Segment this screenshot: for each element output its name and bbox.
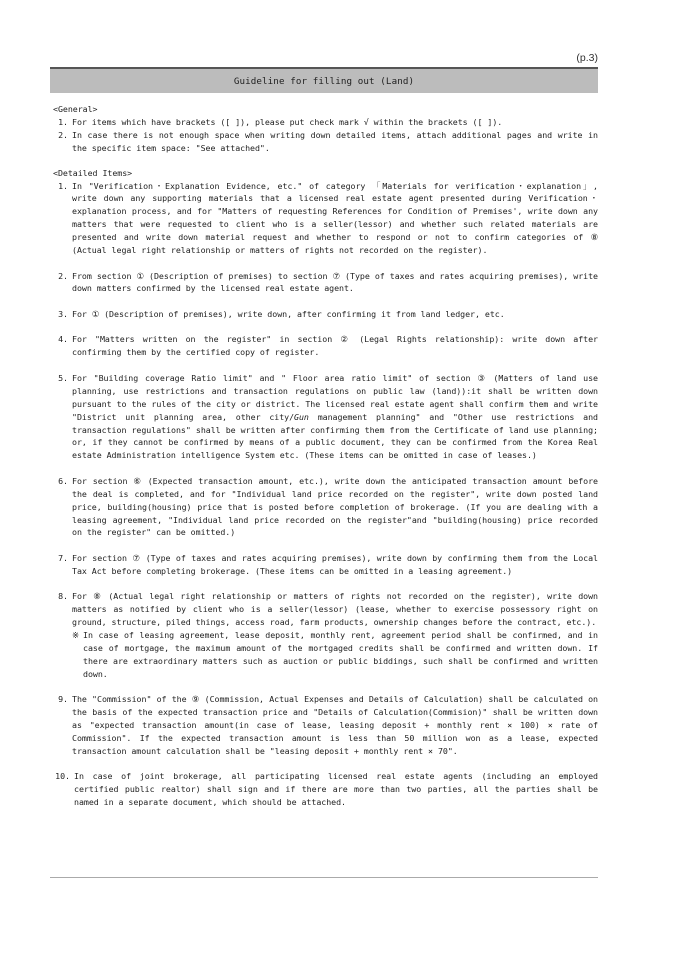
item-text: For section ⑦ (Type of taxes and rates acquiring premises), write down by confirming them from the Local Tax Act before completing brokerage. (These items can be omitted in a leasing agreement.) [72,552,598,576]
detailed-item-7 [53,552,598,578]
page-number: (p.3) [576,52,598,64]
item-text: In case of joint brokerage, all participating licensed real estate agents (including an employed certified public realtor) shall sign and if there are more than two parties, all the parties shall be named in a separate document, which should be attached. [74,771,598,808]
item-text [72,372,598,462]
item-text: For "Matters written on the register" in section ② (Legal Rights relationship): write down after confirming them by the certified copy of register. [72,334,598,358]
page-title-bar [50,67,598,93]
item-text: For section ⑥ (Expected transaction amount, etc.), write down the anticipated transaction amount before the deal is completed, and for "Individual land price recorded on the register", write down posted land price, building(housing) price that is posted before completion of brokerage. (If you are dealing with a leasing agreement, "Individual land price recorded on the register"and "building(housing) price recorded on the register" can be omitted.) [72,475,598,538]
item-text: In "Verification・Explanation Evidence, etc." of category 「Materials for verification・explanation」, write down any supporting materials that a licensed real estate agent presented during Verification・explanation process, and for "Matters of requesting References for Condition of Premises', write down any matters that were requested to client who is a seller(lessor) and whether such related materials are presented and write down material request and whether to respond or not to confirm categories of ⑧ (Actual legal right relationship or matters of rights not recorded on the register). [72,180,598,256]
page-title: Guideline for filling out (Land) [233,75,415,87]
bottom-divider [50,877,598,878]
item-text: For ① (Description of premises), write down, after confirming it from land ledger, etc. [72,308,505,319]
detailed-heading: <Detailed Items> [53,167,133,178]
detailed-item-9 [53,693,598,758]
item-number: 1. [58,116,68,127]
document-body [53,103,598,809]
item-text-part: management planning" and "Other use restrictions and transaction regulations" shall be written after confirming them from the Certificate of land use planning; or, if they cannot be confirmed by means of a public document, they can be confirmed from the Korea Real estate Administration intelligence System etc. (These items can be omitted in case of leases.) [72,411,598,461]
general-heading: <General> [53,104,98,114]
general-list [53,116,598,155]
note-text: In case of leasing agreement, lease deposit, monthly rent, agreement period shall be confirmed, and in case of mortgage, the maximum amount of the mortgaged credits shall be confirmed and written down. If there are extraordinary matters such as auction or public biddings, such shall be confirmed and written down. [83,630,598,679]
item-text: For items which have brackets ([ ]), please put check mark √ within the brackets ([ ]). [72,116,503,127]
item-number: 9. [58,694,68,705]
item-number: 2. [58,270,68,281]
item-body [72,590,598,680]
general-item [53,116,598,129]
note-mark-icon: ※ [72,630,79,641]
item-number: 1. [58,180,68,191]
item-number: 4. [58,334,68,345]
detailed-item-5 [53,372,598,462]
item-text-part: For "Building coverage Ratio limit" and " Floor area ratio limit" of section ③ (Matters of land use planning, use restrictions and transaction regulations on public law (land)):it shall be written down pursuant to the rules of the city or district. The licensed real estate agent shall confirm them and write "District unit planning area, other city/ [72,372,598,422]
detailed-item-8 [53,590,598,680]
item-text: In case there is not enough space when writing down detailed items, attach additional pages and write in the specific item space: "See attached". [72,129,598,153]
item-text: The "Commission" of the ⑨ (Commission, Actual Expenses and Details of Calculation) shall be calculated on the basis of the expected transaction price and "Details of Calculation(Commision)" shall be written down as "expected transaction amount(in case of lease, leasing deposit + monthly rent × 100) × rate of Commission". If the expected transaction amount is less than 50 million won as a lease, expected transaction amount calculation shall be "leasing deposit + monthly rent × 70". [72,694,598,756]
detailed-item-10 [53,770,598,809]
detailed-item-4 [53,333,598,359]
general-item [53,129,598,155]
item-text-italic: Gun [294,411,309,422]
detailed-item-6 [53,475,598,540]
detailed-item-1 [53,180,598,257]
item-number: 7. [58,552,68,563]
item-number: 10. [55,771,70,782]
item-number: 5. [58,372,68,383]
item-number: 3. [58,308,68,319]
item-number: 8. [58,591,68,602]
item-text: From section ① (Description of premises) to section ⑦ (Type of taxes and rates acquiring premises), write down matters confirmed by the licensed real estate agent. [72,270,598,294]
detailed-list [53,180,598,810]
item-number: 6. [58,475,68,486]
item-number: 2. [58,129,68,140]
item-text: For ⑧ (Actual legal right relationship or matters of rights not recorded on the register), write down matters as notified by client who is a seller(lessor) (lease, whether to exercise possessory right on ground, structure, piled things, access road, farm products, ownership changes before the contract, etc.). [72,591,598,628]
item-note [72,629,598,681]
detailed-item-3 [53,308,598,321]
detailed-item-2 [53,270,598,296]
